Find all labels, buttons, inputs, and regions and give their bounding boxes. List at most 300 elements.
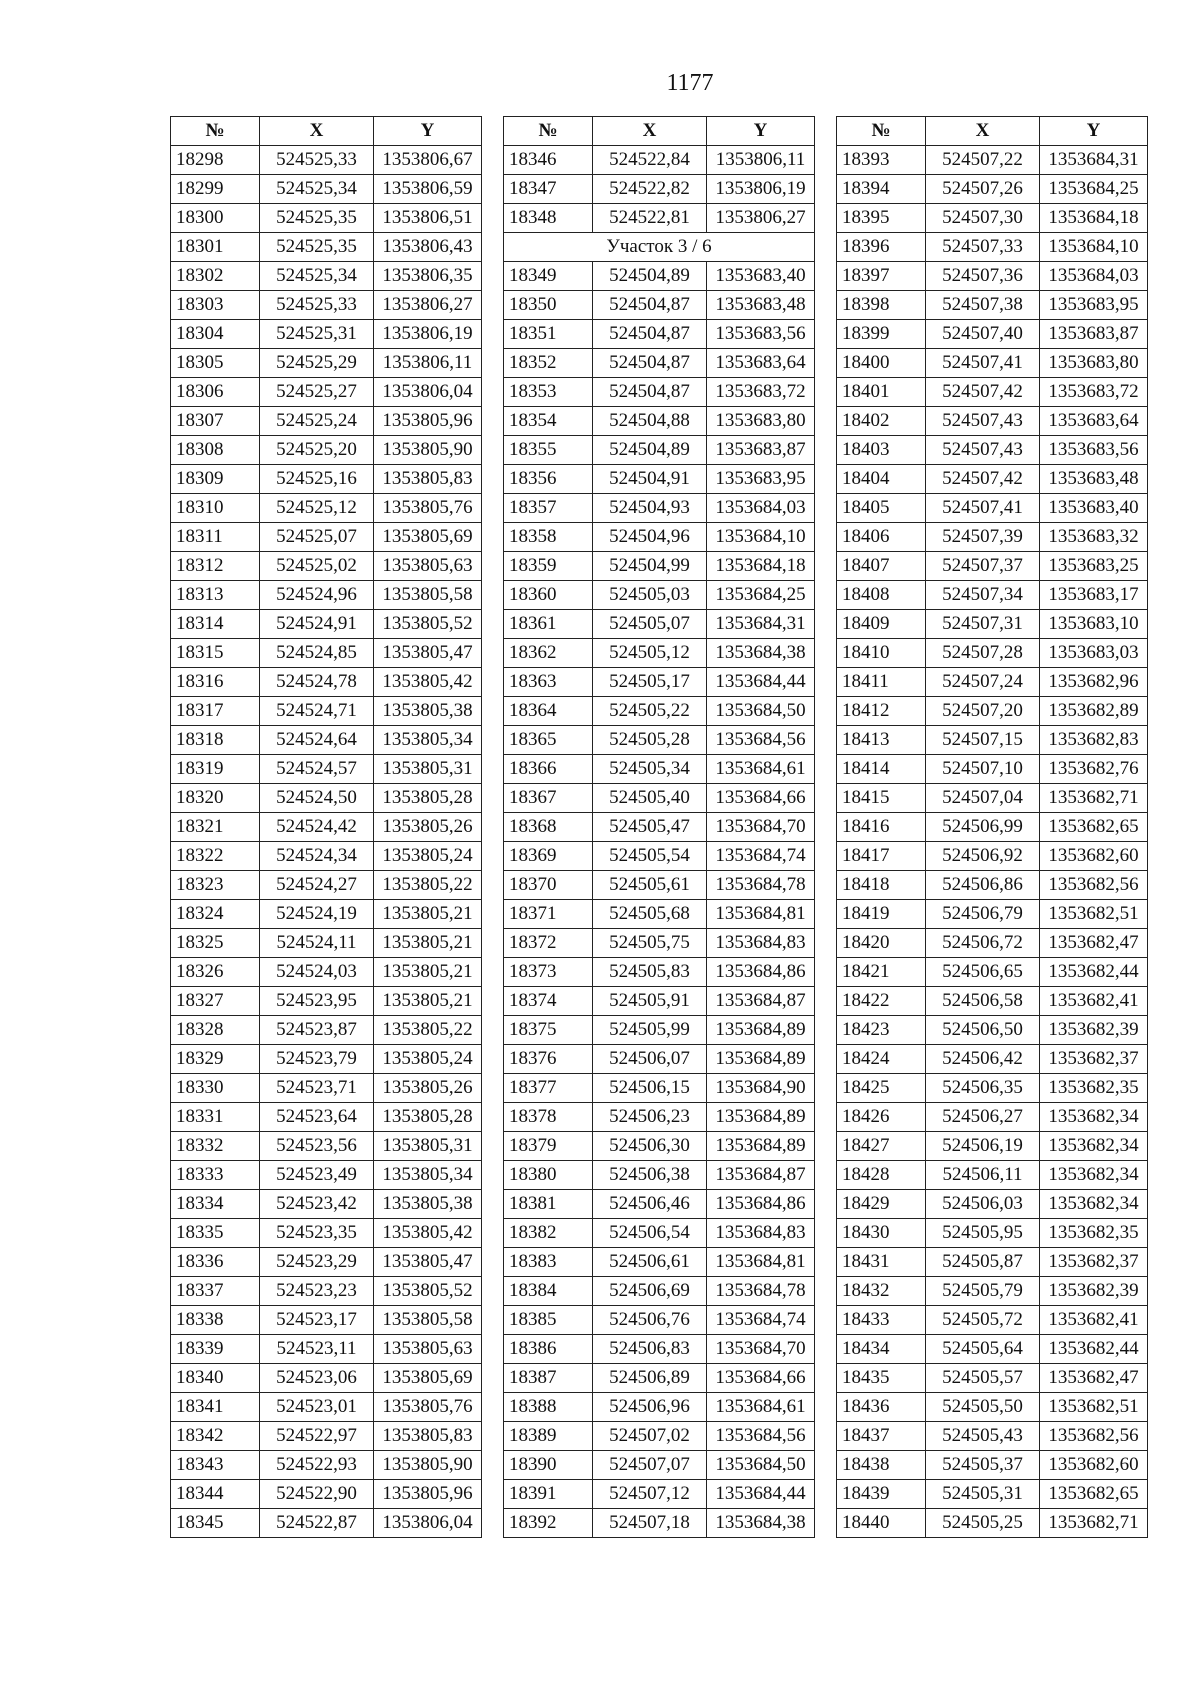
table-row [837, 320, 1148, 349]
table-row [504, 755, 815, 784]
cell-y: 1353806,19 [374, 320, 482, 349]
table-row [504, 378, 815, 407]
cell-y: 1353805,28 [374, 1103, 482, 1132]
cell-y: 1353682,51 [1040, 900, 1148, 929]
cell-num: 18392 [504, 1509, 593, 1538]
table-row [504, 204, 815, 233]
cell-y: 1353682,35 [1040, 1074, 1148, 1103]
cell-y: 1353684,78 [707, 1277, 815, 1306]
table-row [504, 1393, 815, 1422]
cell-x: 524506,72 [926, 929, 1040, 958]
cell-x: 524523,49 [260, 1161, 374, 1190]
cell-x: 524507,20 [926, 697, 1040, 726]
cell-y: 1353805,83 [374, 1422, 482, 1451]
cell-num: 18312 [171, 552, 260, 581]
cell-num: 18314 [171, 610, 260, 639]
cell-y: 1353805,63 [374, 1335, 482, 1364]
cell-num: 18306 [171, 378, 260, 407]
cell-y: 1353684,86 [707, 1190, 815, 1219]
cell-num: 18394 [837, 175, 926, 204]
table-row [171, 581, 482, 610]
table-row [504, 1364, 815, 1393]
cell-x: 524505,31 [926, 1480, 1040, 1509]
cell-x: 524506,89 [593, 1364, 707, 1393]
cell-x: 524505,34 [593, 755, 707, 784]
table-row [837, 668, 1148, 697]
table-row [837, 958, 1148, 987]
cell-x: 524523,29 [260, 1248, 374, 1277]
cell-x: 524505,95 [926, 1219, 1040, 1248]
cell-y: 1353682,41 [1040, 1306, 1148, 1335]
cell-x: 524505,79 [926, 1277, 1040, 1306]
cell-x: 524523,64 [260, 1103, 374, 1132]
cell-y: 1353806,43 [374, 233, 482, 262]
cell-num: 18368 [504, 813, 593, 842]
cell-num: 18322 [171, 842, 260, 871]
cell-y: 1353805,52 [374, 610, 482, 639]
cell-num: 18305 [171, 349, 260, 378]
table-row [504, 291, 815, 320]
cell-num: 18384 [504, 1277, 593, 1306]
cell-y: 1353805,58 [374, 1306, 482, 1335]
table-row [171, 1393, 482, 1422]
cell-num: 18402 [837, 407, 926, 436]
cell-y: 1353805,69 [374, 1364, 482, 1393]
cell-x: 524524,85 [260, 639, 374, 668]
cell-x: 524522,87 [260, 1509, 374, 1538]
cell-num: 18369 [504, 842, 593, 871]
header-y: Y [1040, 117, 1148, 146]
cell-y: 1353684,89 [707, 1016, 815, 1045]
cell-num: 18363 [504, 668, 593, 697]
table-row [504, 465, 815, 494]
cell-y: 1353684,50 [707, 697, 815, 726]
cell-y: 1353806,67 [374, 146, 482, 175]
header-y: Y [707, 117, 815, 146]
table-row [837, 407, 1148, 436]
cell-y: 1353684,70 [707, 1335, 815, 1364]
cell-num: 18343 [171, 1451, 260, 1480]
cell-num: 18332 [171, 1132, 260, 1161]
table-row [837, 639, 1148, 668]
cell-num: 18299 [171, 175, 260, 204]
cell-num: 18351 [504, 320, 593, 349]
cell-y: 1353805,83 [374, 465, 482, 494]
table-row [837, 755, 1148, 784]
cell-x: 524505,17 [593, 668, 707, 697]
cell-x: 524504,91 [593, 465, 707, 494]
cell-y: 1353682,47 [1040, 1364, 1148, 1393]
cell-y: 1353684,10 [1040, 233, 1148, 262]
cell-y: 1353684,56 [707, 726, 815, 755]
cell-x: 524525,16 [260, 465, 374, 494]
cell-y: 1353682,83 [1040, 726, 1148, 755]
cell-num: 18334 [171, 1190, 260, 1219]
cell-y: 1353684,03 [707, 494, 815, 523]
cell-y: 1353682,35 [1040, 1219, 1148, 1248]
table-row [171, 871, 482, 900]
cell-y: 1353683,64 [1040, 407, 1148, 436]
cell-num: 18355 [504, 436, 593, 465]
cell-x: 524524,19 [260, 900, 374, 929]
cell-y: 1353805,26 [374, 1074, 482, 1103]
header-x: X [593, 117, 707, 146]
cell-num: 18342 [171, 1422, 260, 1451]
cell-x: 524506,19 [926, 1132, 1040, 1161]
cell-y: 1353806,11 [707, 146, 815, 175]
cell-y: 1353805,31 [374, 755, 482, 784]
cell-x: 524507,04 [926, 784, 1040, 813]
cell-y: 1353682,71 [1040, 784, 1148, 813]
table-row [837, 1364, 1148, 1393]
cell-x: 524506,58 [926, 987, 1040, 1016]
table-row [171, 958, 482, 987]
cell-y: 1353683,80 [707, 407, 815, 436]
cell-y: 1353805,22 [374, 1016, 482, 1045]
cell-x: 524506,61 [593, 1248, 707, 1277]
cell-num: 18395 [837, 204, 926, 233]
cell-y: 1353684,83 [707, 929, 815, 958]
cell-x: 524506,50 [926, 1016, 1040, 1045]
table-row [504, 726, 815, 755]
table-row [837, 1509, 1148, 1538]
cell-num: 18327 [171, 987, 260, 1016]
cell-num: 18439 [837, 1480, 926, 1509]
cell-x: 524507,42 [926, 378, 1040, 407]
cell-y: 1353682,47 [1040, 929, 1148, 958]
table-row [171, 610, 482, 639]
table-row [837, 146, 1148, 175]
coordinates-table [836, 116, 1148, 1538]
cell-x: 524506,30 [593, 1132, 707, 1161]
cell-x: 524507,28 [926, 639, 1040, 668]
cell-y: 1353805,52 [374, 1277, 482, 1306]
table-row [171, 1306, 482, 1335]
cell-y: 1353805,26 [374, 813, 482, 842]
cell-num: 18428 [837, 1161, 926, 1190]
cell-y: 1353805,90 [374, 436, 482, 465]
cell-x: 524504,89 [593, 436, 707, 465]
cell-x: 524505,12 [593, 639, 707, 668]
cell-x: 524525,34 [260, 175, 374, 204]
cell-y: 1353805,38 [374, 1190, 482, 1219]
cell-x: 524522,93 [260, 1451, 374, 1480]
table-row [504, 1422, 815, 1451]
table-row [171, 1335, 482, 1364]
cell-x: 524505,25 [926, 1509, 1040, 1538]
table-row [171, 407, 482, 436]
cell-num: 18357 [504, 494, 593, 523]
cell-y: 1353682,56 [1040, 1422, 1148, 1451]
cell-y: 1353684,18 [1040, 204, 1148, 233]
cell-y: 1353806,27 [374, 291, 482, 320]
cell-y: 1353805,22 [374, 871, 482, 900]
cell-x: 524524,78 [260, 668, 374, 697]
cell-y: 1353682,96 [1040, 668, 1148, 697]
table-row [504, 871, 815, 900]
table-row [171, 784, 482, 813]
header-num: № [504, 117, 593, 146]
table-row [171, 755, 482, 784]
table-row [504, 639, 815, 668]
cell-num: 18436 [837, 1393, 926, 1422]
cell-x: 524507,26 [926, 175, 1040, 204]
table-row [504, 523, 815, 552]
table-row [837, 1161, 1148, 1190]
table-row [837, 842, 1148, 871]
cell-x: 524507,24 [926, 668, 1040, 697]
header-x: X [926, 117, 1040, 146]
cell-y: 1353684,61 [707, 755, 815, 784]
cell-y: 1353684,10 [707, 523, 815, 552]
table-row [504, 146, 815, 175]
table-header-row [837, 117, 1148, 146]
table-row [171, 813, 482, 842]
cell-y: 1353805,96 [374, 1480, 482, 1509]
cell-y: 1353684,31 [1040, 146, 1148, 175]
table-row [504, 610, 815, 639]
table-row [837, 813, 1148, 842]
cell-num: 18360 [504, 581, 593, 610]
cell-x: 524523,06 [260, 1364, 374, 1393]
table-row [171, 320, 482, 349]
table-row [837, 175, 1148, 204]
cell-num: 18418 [837, 871, 926, 900]
table-row [837, 233, 1148, 262]
cell-num: 18298 [171, 146, 260, 175]
cell-x: 524506,54 [593, 1219, 707, 1248]
table-row [837, 784, 1148, 813]
cell-num: 18378 [504, 1103, 593, 1132]
table-row [504, 1016, 815, 1045]
table-row [837, 523, 1148, 552]
cell-x: 524523,42 [260, 1190, 374, 1219]
cell-y: 1353806,27 [707, 204, 815, 233]
cell-num: 18385 [504, 1306, 593, 1335]
cell-x: 524506,35 [926, 1074, 1040, 1103]
cell-num: 18432 [837, 1277, 926, 1306]
table-row [504, 668, 815, 697]
table-row [837, 900, 1148, 929]
cell-x: 524507,12 [593, 1480, 707, 1509]
cell-x: 524504,87 [593, 349, 707, 378]
cell-num: 18301 [171, 233, 260, 262]
cell-y: 1353684,31 [707, 610, 815, 639]
table-row [171, 175, 482, 204]
cell-x: 524507,18 [593, 1509, 707, 1538]
cell-num: 18388 [504, 1393, 593, 1422]
cell-x: 524507,38 [926, 291, 1040, 320]
cell-num: 18346 [504, 146, 593, 175]
table-row [837, 871, 1148, 900]
cell-x: 524507,22 [926, 146, 1040, 175]
cell-y: 1353683,25 [1040, 552, 1148, 581]
coordinates-table [170, 116, 482, 1538]
cell-num: 18417 [837, 842, 926, 871]
cell-num: 18396 [837, 233, 926, 262]
cell-x: 524507,41 [926, 349, 1040, 378]
table-row [837, 1045, 1148, 1074]
header-num: № [837, 117, 926, 146]
cell-num: 18404 [837, 465, 926, 494]
section-row [504, 233, 815, 262]
cell-y: 1353805,42 [374, 1219, 482, 1248]
cell-num: 18370 [504, 871, 593, 900]
cell-y: 1353683,72 [707, 378, 815, 407]
table-row [504, 784, 815, 813]
cell-y: 1353805,47 [374, 639, 482, 668]
cell-y: 1353806,35 [374, 262, 482, 291]
cell-y: 1353682,34 [1040, 1132, 1148, 1161]
cell-x: 524507,41 [926, 494, 1040, 523]
table-header-row [171, 117, 482, 146]
cell-y: 1353682,60 [1040, 842, 1148, 871]
cell-num: 18405 [837, 494, 926, 523]
cell-num: 18323 [171, 871, 260, 900]
cell-x: 524525,12 [260, 494, 374, 523]
cell-x: 524525,07 [260, 523, 374, 552]
table-row [837, 204, 1148, 233]
cell-y: 1353683,80 [1040, 349, 1148, 378]
header-x: X [260, 117, 374, 146]
table-row [504, 1480, 815, 1509]
table-row [504, 1509, 815, 1538]
cell-x: 524506,03 [926, 1190, 1040, 1219]
table-row [171, 1451, 482, 1480]
table-row [171, 436, 482, 465]
cell-num: 18397 [837, 262, 926, 291]
cell-num: 18408 [837, 581, 926, 610]
cell-y: 1353805,76 [374, 1393, 482, 1422]
cell-num: 18431 [837, 1248, 926, 1277]
cell-y: 1353682,34 [1040, 1190, 1148, 1219]
cell-x: 524523,56 [260, 1132, 374, 1161]
cell-x: 524505,68 [593, 900, 707, 929]
cell-num: 18315 [171, 639, 260, 668]
table-row [504, 1335, 815, 1364]
cell-num: 18426 [837, 1103, 926, 1132]
cell-x: 524506,99 [926, 813, 1040, 842]
table-row [837, 436, 1148, 465]
table-row [171, 552, 482, 581]
cell-x: 524504,96 [593, 523, 707, 552]
cell-num: 18390 [504, 1451, 593, 1480]
cell-x: 524506,92 [926, 842, 1040, 871]
cell-x: 524525,29 [260, 349, 374, 378]
table-row [171, 1190, 482, 1219]
cell-num: 18366 [504, 755, 593, 784]
cell-x: 524507,43 [926, 407, 1040, 436]
table-row [171, 1016, 482, 1045]
cell-num: 18371 [504, 900, 593, 929]
table-row [504, 494, 815, 523]
cell-y: 1353683,72 [1040, 378, 1148, 407]
cell-num: 18381 [504, 1190, 593, 1219]
cell-y: 1353805,90 [374, 1451, 482, 1480]
cell-y: 1353805,96 [374, 407, 482, 436]
cell-x: 524504,87 [593, 291, 707, 320]
cell-num: 18389 [504, 1422, 593, 1451]
cell-y: 1353684,44 [707, 1480, 815, 1509]
cell-x: 524506,76 [593, 1306, 707, 1335]
cell-y: 1353682,34 [1040, 1161, 1148, 1190]
table-row [171, 697, 482, 726]
cell-num: 18353 [504, 378, 593, 407]
cell-y: 1353683,64 [707, 349, 815, 378]
cell-y: 1353684,56 [707, 1422, 815, 1451]
cell-y: 1353684,38 [707, 639, 815, 668]
cell-num: 18425 [837, 1074, 926, 1103]
cell-num: 18361 [504, 610, 593, 639]
table-row [504, 1451, 815, 1480]
cell-x: 524524,57 [260, 755, 374, 784]
cell-num: 18367 [504, 784, 593, 813]
table-row [837, 1451, 1148, 1480]
table-row [837, 465, 1148, 494]
cell-num: 18374 [504, 987, 593, 1016]
cell-x: 524525,31 [260, 320, 374, 349]
cell-num: 18313 [171, 581, 260, 610]
table-row [171, 726, 482, 755]
cell-y: 1353805,38 [374, 697, 482, 726]
cell-x: 524505,83 [593, 958, 707, 987]
cell-num: 18359 [504, 552, 593, 581]
cell-num: 18406 [837, 523, 926, 552]
cell-num: 18440 [837, 1509, 926, 1538]
table-row [837, 1132, 1148, 1161]
table-row [171, 1422, 482, 1451]
cell-x: 524507,37 [926, 552, 1040, 581]
table-row [837, 262, 1148, 291]
cell-num: 18349 [504, 262, 593, 291]
cell-x: 524507,02 [593, 1422, 707, 1451]
cell-num: 18407 [837, 552, 926, 581]
cell-y: 1353682,37 [1040, 1248, 1148, 1277]
cell-num: 18410 [837, 639, 926, 668]
cell-y: 1353682,41 [1040, 987, 1148, 1016]
cell-x: 524505,37 [926, 1451, 1040, 1480]
cell-num: 18339 [171, 1335, 260, 1364]
table-row [171, 349, 482, 378]
cell-y: 1353684,86 [707, 958, 815, 987]
cell-x: 524507,15 [926, 726, 1040, 755]
cell-x: 524506,46 [593, 1190, 707, 1219]
cell-x: 524506,65 [926, 958, 1040, 987]
cell-x: 524506,07 [593, 1045, 707, 1074]
table-row [171, 378, 482, 407]
cell-y: 1353805,42 [374, 668, 482, 697]
cell-y: 1353684,90 [707, 1074, 815, 1103]
cell-num: 18300 [171, 204, 260, 233]
cell-num: 18403 [837, 436, 926, 465]
cell-x: 524524,64 [260, 726, 374, 755]
table-row [504, 175, 815, 204]
cell-num: 18420 [837, 929, 926, 958]
cell-num: 18438 [837, 1451, 926, 1480]
table-row [171, 1161, 482, 1190]
cell-y: 1353806,51 [374, 204, 482, 233]
cell-num: 18434 [837, 1335, 926, 1364]
cell-x: 524507,40 [926, 320, 1040, 349]
cell-x: 524524,42 [260, 813, 374, 842]
table-row [171, 204, 482, 233]
table-row [837, 726, 1148, 755]
cell-num: 18303 [171, 291, 260, 320]
table-row [837, 1248, 1148, 1277]
cell-num: 18427 [837, 1132, 926, 1161]
cell-x: 524506,69 [593, 1277, 707, 1306]
cell-x: 524506,86 [926, 871, 1040, 900]
